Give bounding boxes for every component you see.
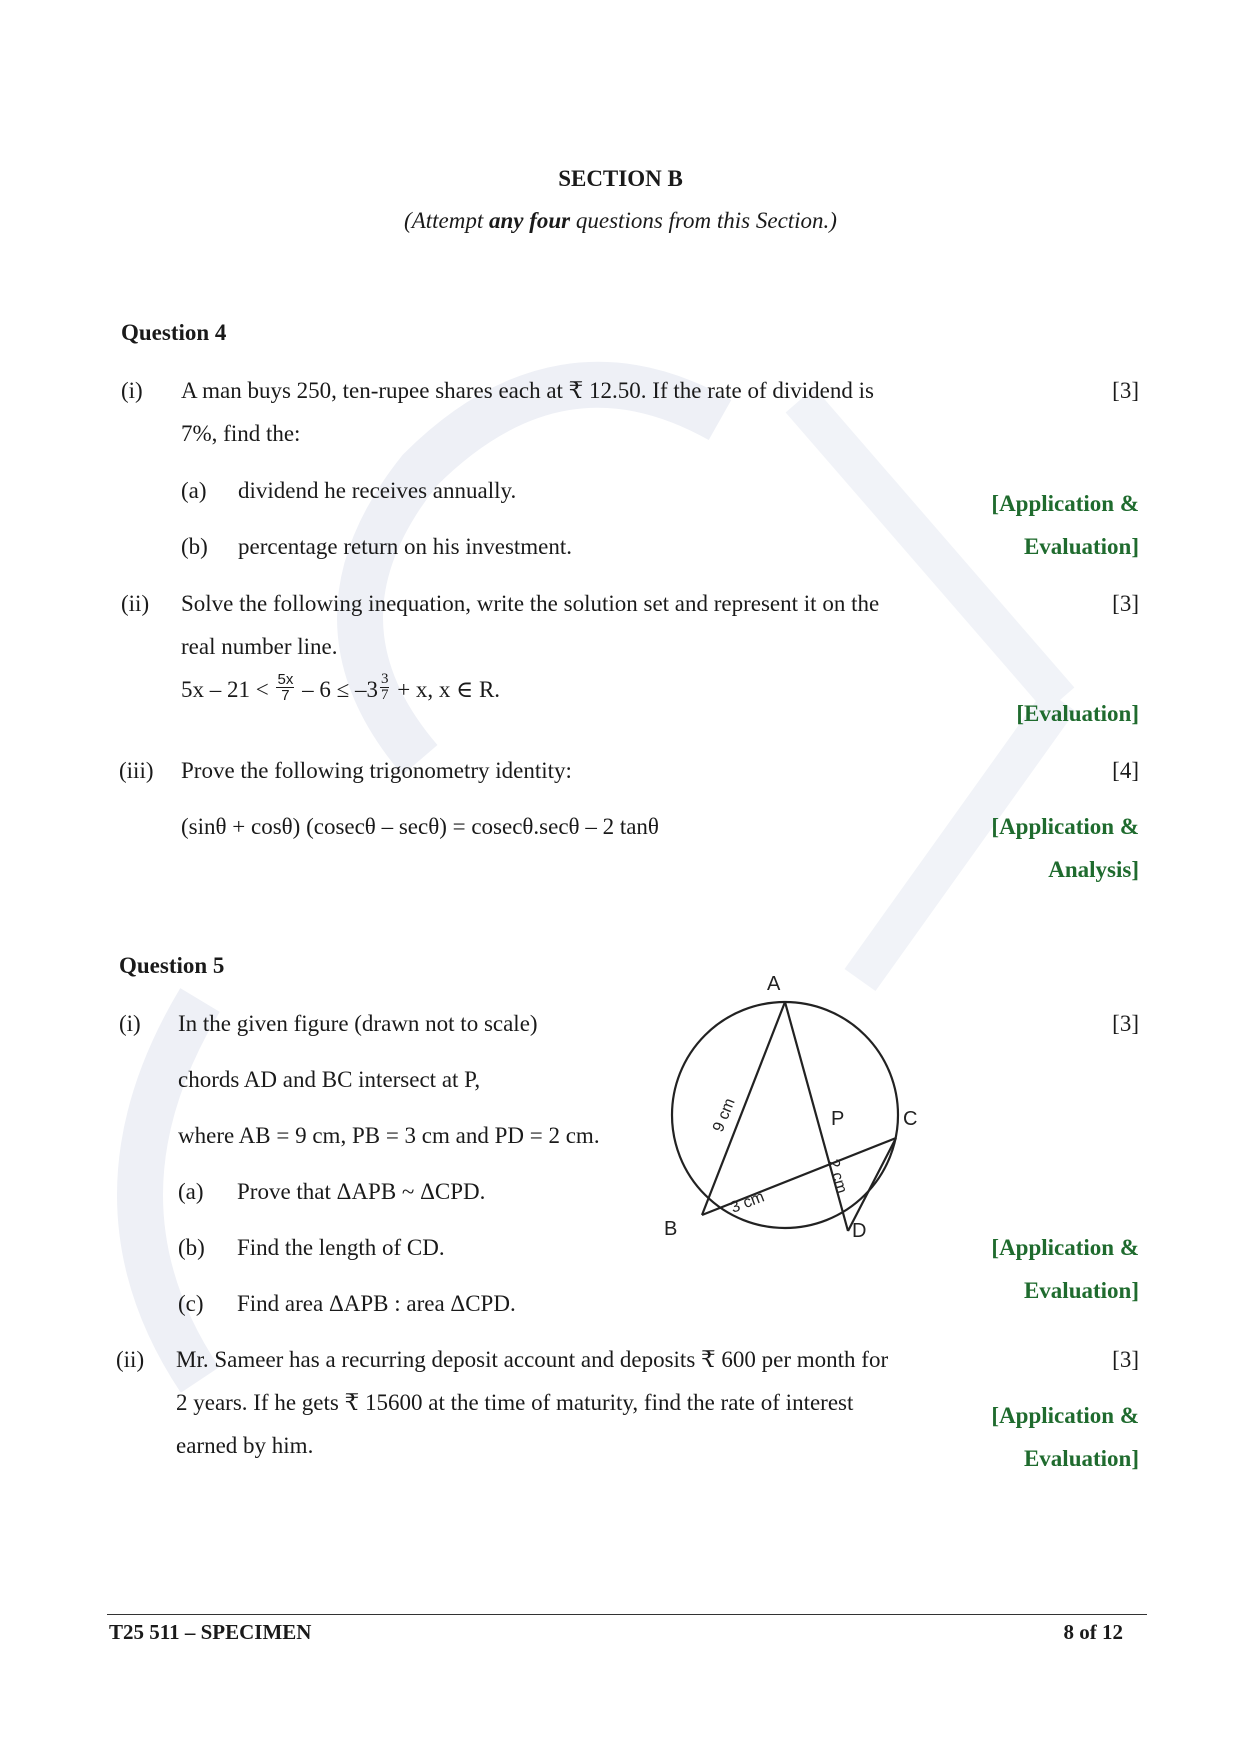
length-AB-label: 9 cm bbox=[709, 1095, 739, 1135]
fraction-5x-over-7: $\frac{5x}{7}$ bbox=[277, 671, 294, 704]
q5-i-cognitive-line2: Evaluation] bbox=[1023, 1278, 1139, 1303]
q4-i-text-line1: A man buys 250, ten-rupee shares each at ₹ 12.50. If the rate of dividend is bbox=[181, 378, 874, 403]
q4-i-b-text: percentage return on his investment. bbox=[238, 534, 573, 559]
length-PD-label: 2 cm bbox=[824, 1157, 851, 1196]
question-4-heading: Question 4 bbox=[121, 320, 227, 345]
label-D: D bbox=[852, 1220, 867, 1242]
circle-chords-figure bbox=[640, 975, 930, 1255]
q4-ii-cognitive: [Evaluation] bbox=[1016, 701, 1139, 726]
q5-ii-marks: [3] bbox=[1112, 1347, 1139, 1372]
q5-i-a-number: (a) bbox=[178, 1179, 204, 1204]
q5-i-number: (i) bbox=[119, 1011, 141, 1036]
q4-ii-number: (ii) bbox=[121, 591, 150, 616]
q4-i-cognitive-line1: [Application & bbox=[991, 491, 1139, 516]
q5-ii-text-line1: Mr. Sameer has a recurring deposit account and deposits ₹ 600 per month for bbox=[176, 1347, 889, 1372]
q4-i-marks: [3] bbox=[1112, 378, 1139, 403]
q5-ii-cognitive-line1: [Application & bbox=[991, 1403, 1139, 1428]
q4-ii-inequation: 5x – 21 < $\frac{5x}{7}$ – 6 ≤ –3 $\frac{3}{7}$ + x, x ∈ R. bbox=[181, 671, 501, 704]
q4-i-cognitive-line2: Evaluation] bbox=[1023, 534, 1139, 559]
q5-i-b-text: Find the length of CD. bbox=[237, 1235, 445, 1260]
q4-iii-marks: [4] bbox=[1112, 758, 1139, 783]
label-A: A bbox=[767, 975, 781, 995]
q4-iii-cognitive-line2: Analysis] bbox=[1048, 857, 1139, 882]
segment-AB bbox=[702, 1002, 785, 1215]
q5-ii-cognitive-line2: Evaluation] bbox=[1023, 1446, 1139, 1471]
footer-page-number: 8 of 12 bbox=[1063, 1620, 1123, 1644]
q4-i-a-number: (a) bbox=[181, 478, 207, 503]
segment-CD bbox=[848, 1138, 896, 1231]
q4-i-a-text: dividend he receives annually. bbox=[238, 478, 517, 503]
q5-i-text-line1: In the given figure (drawn not to scale) bbox=[178, 1011, 538, 1036]
q5-i-cognitive-line1: [Application & bbox=[991, 1235, 1139, 1260]
q5-ii-number: (ii) bbox=[116, 1347, 145, 1372]
q5-ii-text-line2: 2 years. If he gets ₹ 15600 at the time of maturity, find the rate of interest bbox=[176, 1390, 854, 1415]
q4-iii-number: (iii) bbox=[119, 758, 154, 783]
q4-ii-text-line2: real number line. bbox=[181, 634, 338, 659]
q4-iii-cognitive-line1: [Application & bbox=[991, 814, 1139, 839]
q5-i-a-text: Prove that ΔAPB ~ ΔCPD. bbox=[237, 1179, 486, 1204]
circle bbox=[672, 1002, 898, 1228]
q4-ii-marks: [3] bbox=[1112, 591, 1139, 616]
label-P: P bbox=[831, 1108, 845, 1130]
q4-iii-identity: (sinθ + cosθ) (cosecθ – secθ) = cosecθ.secθ – 2 tanθ bbox=[181, 814, 659, 839]
q5-i-c-text: Find area ΔAPB : area ΔCPD. bbox=[237, 1291, 516, 1316]
footer-rule bbox=[107, 1614, 1147, 1615]
q4-i-b-number: (b) bbox=[181, 534, 208, 559]
q4-i-text-line2: 7%, find the: bbox=[181, 421, 301, 446]
section-instruction: (Attempt any four questions from this Section.) bbox=[404, 208, 837, 233]
length-PB-label: 3 cm bbox=[728, 1188, 767, 1217]
q5-i-b-number: (b) bbox=[178, 1235, 205, 1260]
q4-ii-text-line1: Solve the following inequation, write the solution set and represent it on the bbox=[181, 591, 880, 616]
q5-ii-text-line3: earned by him. bbox=[176, 1433, 314, 1458]
question-5-heading: Question 5 bbox=[119, 953, 225, 978]
q4-i-number: (i) bbox=[121, 378, 143, 403]
q5-i-marks: [3] bbox=[1112, 1011, 1139, 1036]
fraction-3-over-7: $\frac{3}{7}$ bbox=[380, 671, 389, 703]
q4-iii-text-line1: Prove the following trigonometry identity: bbox=[181, 758, 572, 783]
footer-paper-code: T25 511 – SPECIMEN bbox=[109, 1620, 312, 1644]
q5-i-text-line3: where AB = 9 cm, PB = 3 cm and PD = 2 cm. bbox=[178, 1123, 600, 1148]
q5-i-c-number: (c) bbox=[178, 1291, 204, 1316]
q5-i-text-line2: chords AD and BC intersect at P, bbox=[178, 1067, 481, 1092]
section-title: SECTION B bbox=[558, 166, 683, 191]
label-B: B bbox=[664, 1218, 678, 1240]
label-C: C bbox=[903, 1108, 918, 1130]
